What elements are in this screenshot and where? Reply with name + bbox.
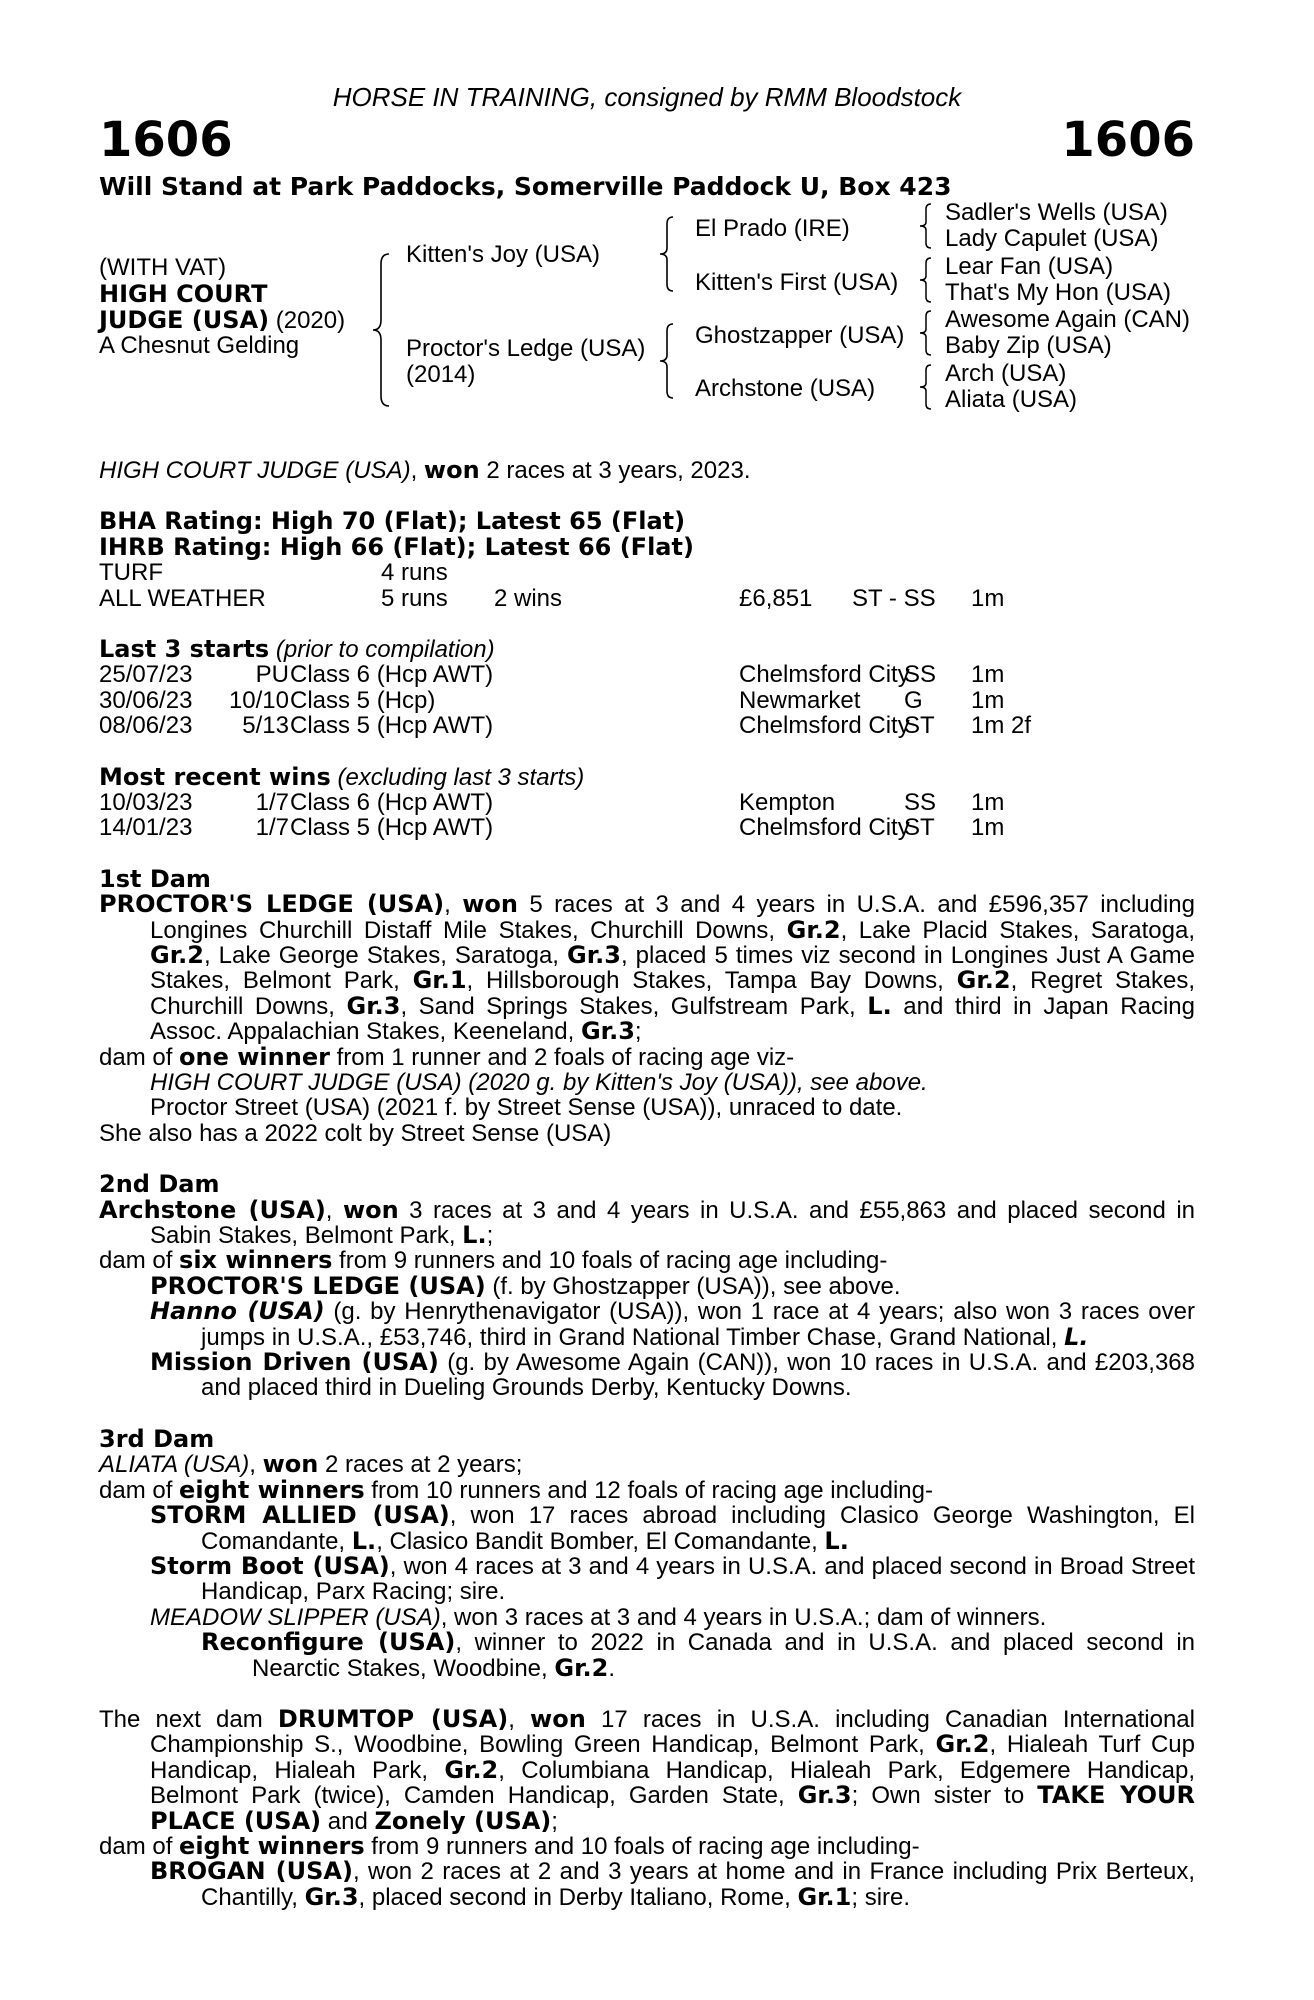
sire-sire-sire: Sadler's Wells (USA) [945,199,1168,226]
sire-sire-dam: Lady Capulet (USA) [945,225,1159,252]
recent-pos: 1/7 [255,814,289,842]
spacer [99,1681,1195,1707]
recent-date: 10/03/23 [99,788,193,816]
dam1-produce: dam of one winner from 1 runner and 2 foals of racing age viz- [99,1042,795,1071]
last3-pos: 10/10 [228,686,289,714]
sire-sire: El Prado (IRE) [695,215,850,242]
last3-row [99,688,1195,713]
last3-race: Class 5 (Hcp AWT) [290,712,494,740]
dam-year: (2014) [406,361,476,388]
last3-going: ST [904,712,935,740]
recent-course: Kempton [739,788,836,816]
next-dam-produce: dam of eight winners from 9 runners and 10 foals of racing age including- [99,1831,920,1860]
brace-gen1 [369,250,391,410]
last3-race: Class 5 (Hcp) [290,686,436,714]
dam2-record: Archstone (USA), won 3 races at 3 and 4 years in U.S.A. and £55,863 and placed second in Sabin Stakes, Belmont Park, L.; [99,1195,1195,1250]
recent-wins-table [99,790,1195,841]
sire-dam: Kitten's First (USA) [695,269,899,296]
last3-going: SS [904,661,937,689]
recent-going: ST [904,814,935,842]
dam-name: Proctor's Ledge (USA) [406,335,646,362]
recent-dist: 1m [971,814,1005,842]
last3-dist: 1m [971,686,1005,714]
dam3-grandprogeny-1: Reconfigure (USA), winner to 2022 in Canada and in U.S.A. and placed second in Nearctic Stakes, Woodbine, Gr.2. [201,1628,1195,1682]
spacer [99,483,1195,509]
brace-sd [917,256,933,304]
dam2-progeny-1: PROCTOR'S LEDGE (USA) (f. by Ghostzapper (USA)), see above. [150,1271,901,1300]
recent-pos: 1/7 [255,788,289,816]
last3-row [99,713,1195,738]
dam1-note: She also has a 2022 colt by Street Sense (USA) [99,1119,612,1147]
last3-date: 08/06/23 [99,712,193,740]
ihrb-rating: IHRB Rating: High 66 (Flat); Latest 66 (Flat) [99,532,694,561]
dam1-progeny-2: Proctor Street (USA) (2021 f. by Street Sense (USA)), unraced to date. [150,1094,903,1122]
vat-note: (WITH VAT) [99,254,227,281]
dam-sire-sire: Awesome Again (CAN) [945,306,1190,333]
dam2-produce: dam of six winners from 9 runners and 10 foals of racing age including- [99,1246,888,1275]
last3-date: 30/06/23 [99,686,193,714]
dam1-title: 1st Dam [99,864,211,893]
horse-name-line2: JUDGE (USA) (2020) [99,306,346,334]
last3-course: Chelmsford City [739,661,910,689]
dam2-title: 2nd Dam [99,1170,220,1199]
recent-date: 14/01/23 [99,814,193,842]
all-weather-row: ALL WEATHER 5 runs 2 wins £6,851 ST - SS 1m [99,584,1005,612]
spacer [99,739,1195,765]
last3-table [99,662,1195,738]
recent-going: SS [904,788,937,816]
dam3-title: 3rd Dam [99,1424,215,1453]
last3-dist: 1m 2f [971,712,1032,740]
dam3-progeny-3: MEADOW SLIPPER (USA), won 3 races at 3 and 4 years in U.S.A.; dam of winners. [150,1603,1047,1631]
sire-dam-dam: That's My Hon (USA) [945,279,1171,306]
dam-sire: Ghostzapper (USA) [695,322,905,349]
next-dam-progeny-1: BROGAN (USA), won 2 races at 2 and 3 years at home and in France including Prix Berteux, Chantilly, Gr.3, placed second in Derby Italiano, Rome, Gr.1; sire. [150,1857,1195,1911]
recent-course: Chelmsford City [739,814,910,842]
spacer [99,1401,1195,1427]
page-header: HORSE IN TRAINING, consigned by RMM Bloodstock [332,82,962,112]
bha-rating: BHA Rating: High 70 (Flat); Latest 65 (Flat) [99,507,686,536]
dam3-record: ALIATA (USA), won 2 races at 2 years; [99,1450,523,1479]
last3-course: Chelmsford City [739,712,910,740]
spacer [99,841,1195,867]
brace-sire [657,214,675,294]
dam3-progeny-2: Storm Boot (USA), won 4 races at 3 and 4 years in U.S.A. and placed second in Broad Street Handicap, Parx Racing; sire. [150,1551,1195,1606]
brace-ds [917,309,933,357]
dam3-produce: dam of eight winners from 10 runners and 12 foals of racing age including- [99,1475,933,1504]
brace-dam [657,321,675,401]
horse-name-line1: HIGH COURT [99,280,268,308]
dam2-progeny-2: Hanno (USA) (g. by Henrythenavigator (USA)), won 1 race at 4 years; also won 3 races over jumps in U.S.A., £53,746, third in Grand National Timber Chase, Grand National, L. [150,1297,1195,1351]
last3-title: Last 3 starts (prior to compilation) [99,635,495,663]
recent-row [99,815,1195,840]
last3-pos: PU [255,661,289,689]
dam1-progeny-1: HIGH COURT JUDGE (USA) (2020 g. by Kitten's Joy (USA)), see above. [150,1069,928,1097]
dam2-progeny-3: Mission Driven (USA) (g. by Awesome Again (CAN)), won 10 races in U.S.A. and £203,368 and placed third in Dueling Grounds Derby, Kentucky Downs. [150,1348,1196,1402]
dam-dam-dam: Aliata (USA) [945,386,1078,413]
dam-dam: Archstone (USA) [695,375,876,402]
pedigree-table [99,200,1195,425]
sire-name: Kitten's Joy (USA) [406,241,600,268]
lot-number-right: 1606 [1061,112,1195,168]
lot-number-left: 1606 [99,112,233,168]
next-dam-record: The next dam DRUMTOP (USA), won 17 races in U.S.A. including Canadian International Championship S., Woodbine, Bowling Green Handicap, Belmont Park, Gr.2, Hialeah Turf Cup Handicap, Hialeah Park, Gr.2, Columbiana Handicap, Hialeah Park, Edgemere Handicap, Belmont Park (twice), Camden Handicap, Garden State, Gr.3; Own sister to TAKE YOUR PLACE (USA) and Zonely (USA); [99,1704,1196,1835]
last3-going: G [904,686,923,714]
recent-row [99,790,1195,815]
spacer [99,611,1195,637]
last3-race: Class 6 (Hcp AWT) [290,661,494,689]
last3-dist: 1m [971,661,1005,689]
brace-ss [917,202,933,250]
last3-row [99,662,1195,687]
brace-dd [917,363,933,411]
spacer [99,1146,1195,1172]
last3-date: 25/07/23 [99,661,193,689]
horse-description: A Chesnut Gelding [99,332,300,359]
summary-line: HIGH COURT JUDGE (USA), won 2 races at 3 years, 2023. [99,456,751,484]
last3-pos: 5/13 [242,712,289,740]
recent-dist: 1m [971,788,1005,816]
stand-location: Will Stand at Park Paddocks, Somerville Paddock U, Box 423 [99,172,952,201]
sire-dam-sire: Lear Fan (USA) [945,253,1114,280]
recent-race: Class 6 (Hcp AWT) [290,788,494,816]
dam-dam-sire: Arch (USA) [945,360,1067,387]
dam1-record: PROCTOR'S LEDGE (USA), won 5 races at 3 and 4 years in U.S.A. and £596,357 including Longines Churchill Distaff Mile Stakes, Churchill Downs, Gr.2, Lake Placid Stakes, Saratoga, Gr.2, Lake George Stakes, Saratoga, Gr.3, placed 5 times viz second in Longines Just A Game Stakes, Belmont Park, Gr.1, Hillsborough Stakes, Tampa Bay Downs, Gr.2, Regret Stakes, Churchill Downs, Gr.3, Sand Springs Stakes, Gulfstream Park, L. and third in Japan Racing Assoc. Appalachian Stakes, Keeneland, Gr.3; [99,890,1196,1046]
dam-sire-dam: Baby Zip (USA) [945,332,1112,359]
recent-race: Class 5 (Hcp AWT) [290,814,494,842]
catalogue-body [99,458,1195,1910]
dam3-progeny-1: STORM ALLIED (USA), won 17 races abroad including Clasico George Washington, El Comandante, L., Clasico Bandit Bomber, El Comandante, L. [150,1501,1196,1555]
turf-row: TURF 4 runs [99,559,448,587]
last3-course: Newmarket [739,686,861,714]
recent-title: Most recent wins (excluding last 3 starts) [99,762,585,791]
